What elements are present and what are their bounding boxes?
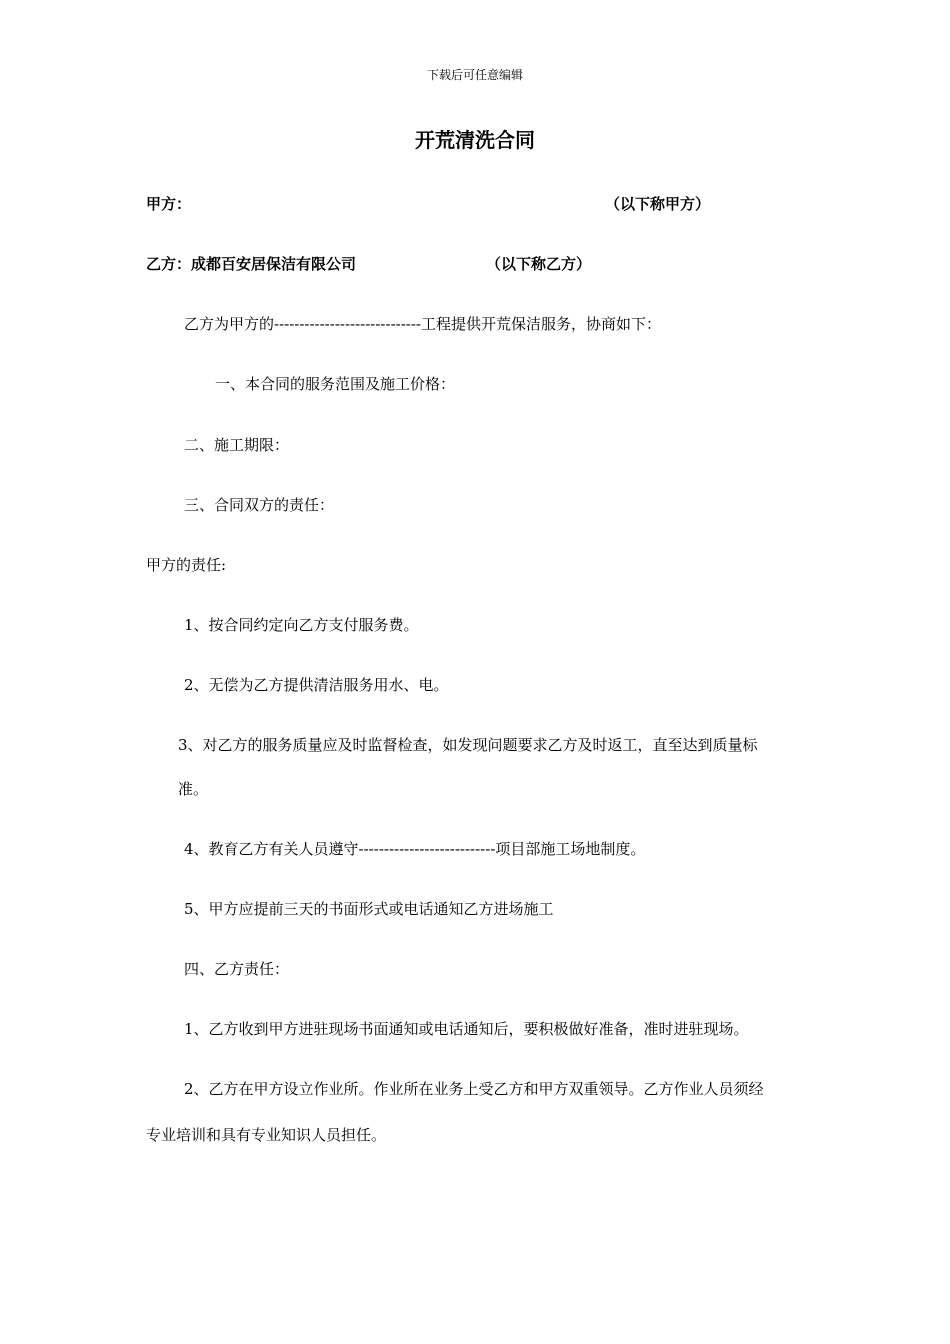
party-b-suffix: （以下称乙方）: [486, 255, 592, 273]
section-1-heading: 一、本合同的服务范围及施工价格：: [215, 375, 456, 393]
party-a-duty-item: 4、教育乙方有关人员遵守---------------------------项目部施工场地制度。: [184, 840, 646, 858]
party-b-label: 乙方：成都百安居保洁有限公司: [146, 255, 357, 273]
party-a-duties-heading: 甲方的责任:: [146, 556, 227, 574]
party-a-duty-item: 2、无偿为乙方提供清洁服务用水、电。: [184, 676, 449, 694]
header-note: 下载后可任意编辑: [426, 68, 523, 82]
party-b-duty-item: 1、乙方收到甲方进驻现场书面通知或电话通知后，要积极做好准备，准时进驻现场。: [184, 1020, 749, 1038]
party-a-duty-item: 5、甲方应提前三天的书面形式或电话通知乙方进场施工: [184, 900, 554, 918]
party-a-label: 甲方：: [146, 195, 192, 213]
party-a-duty-item: 1、按合同约定向乙方支付服务费。: [184, 616, 419, 634]
section-4-heading: 四、乙方责任：: [184, 960, 290, 978]
party-b-duty-item-continued: 专业培训和具有专业知识人员担任。: [146, 1126, 387, 1144]
party-a-suffix: （以下称甲方）: [605, 195, 711, 213]
section-3-heading: 三、合同双方的责任：: [184, 496, 335, 514]
party-a-duty-item: 3、对乙方的服务质量应及时监督检查，如发现问题要求乙方及时返工，直至达到质量标: [178, 736, 758, 754]
section-2-heading: 二、施工期限：: [184, 436, 290, 454]
document-title: 开荒清洗合同: [415, 128, 535, 152]
intro-paragraph: 乙方为甲方的-----------------------------工程提供开荒保洁服务，协商如下：: [184, 315, 661, 333]
party-a-duty-item-continued: 准。: [178, 780, 209, 798]
party-b-duty-item: 2、乙方在甲方设立作业所。作业所在业务上受乙方和甲方双重领导。乙方作业人员须经: [184, 1080, 764, 1098]
